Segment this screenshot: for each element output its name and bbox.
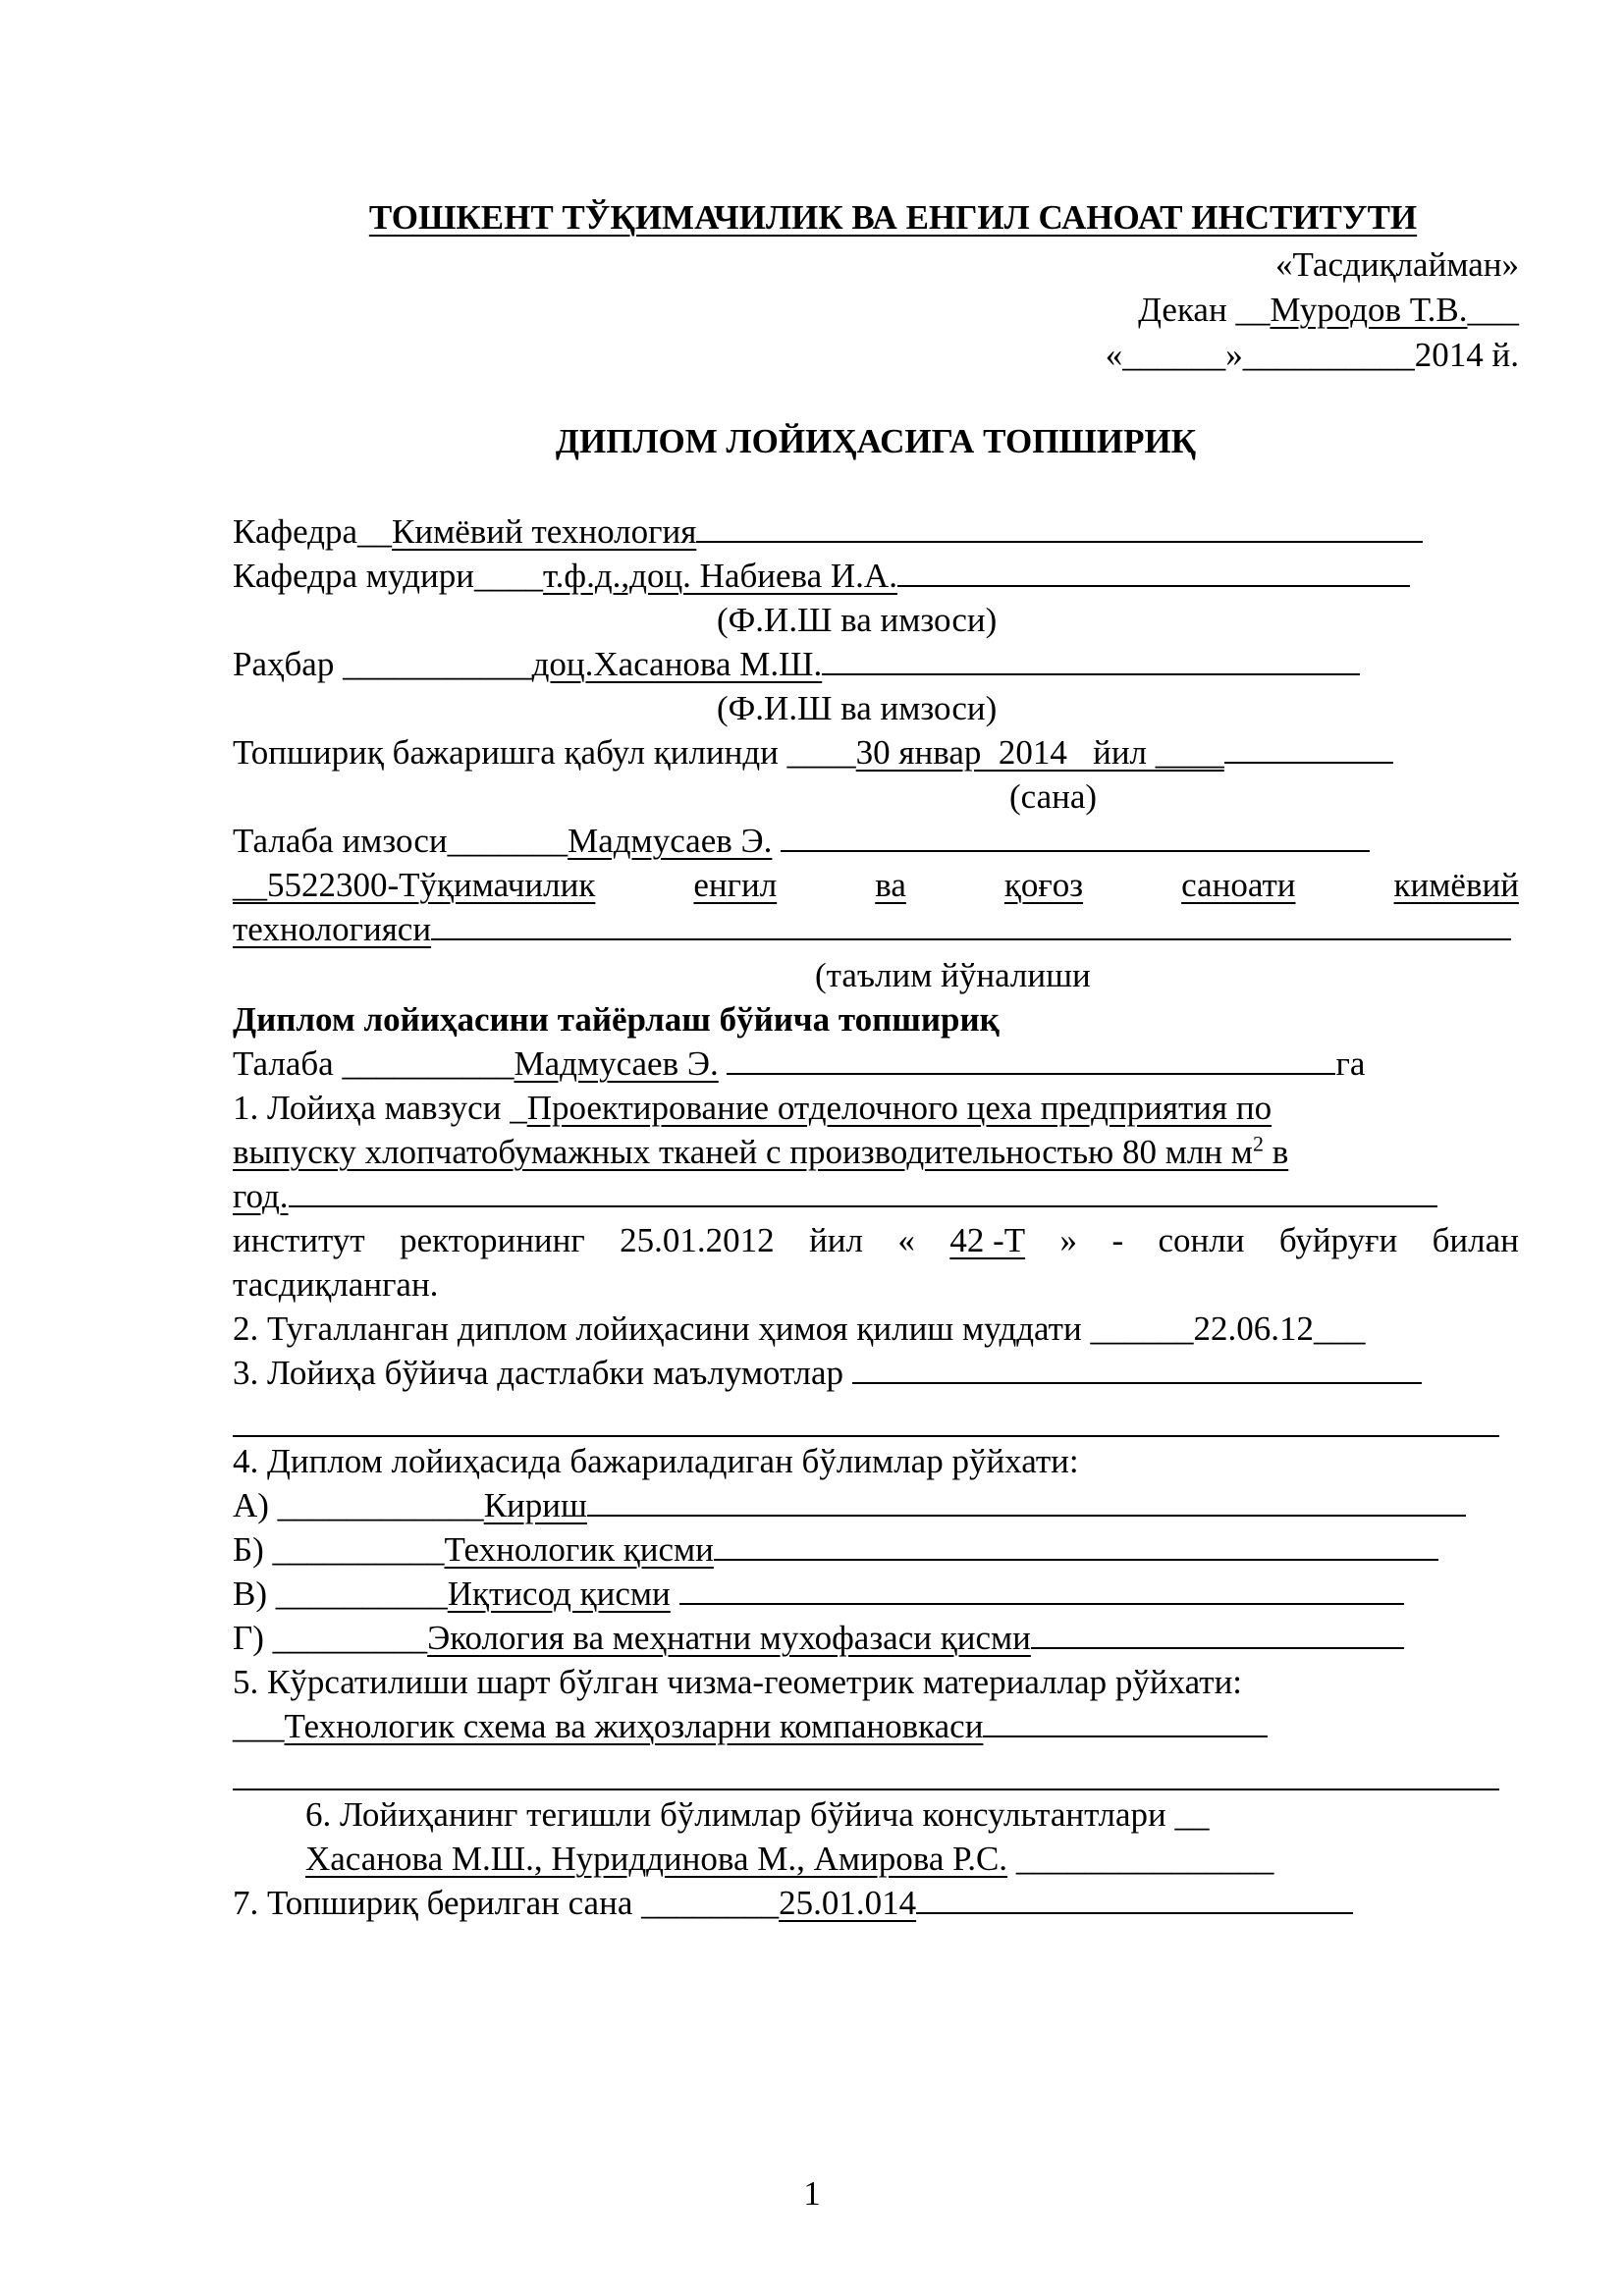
topic-text-2b: в bbox=[1263, 1133, 1289, 1171]
order-word: « bbox=[897, 1221, 915, 1259]
section-name: Технологик қисми bbox=[444, 1530, 714, 1569]
direction-word: ва bbox=[875, 866, 906, 904]
section-name: Кириш bbox=[483, 1486, 587, 1524]
topic-value-3: год. bbox=[233, 1177, 289, 1215]
head-value: т.ф.д.,доц. Набиева И.А. bbox=[542, 557, 897, 595]
order-word: сонли bbox=[1158, 1221, 1245, 1259]
drawings-value: Технологик схема ва жиҳозларни компановкаси bbox=[284, 1707, 984, 1745]
defense-label: 2. Тугалланган диплом лойиҳасини ҳимоя қилиш муддати ______ bbox=[233, 1309, 1194, 1348]
order-word: билан bbox=[1432, 1221, 1519, 1259]
direction-word: қоғоз bbox=[1003, 866, 1084, 904]
head-line bbox=[233, 555, 1519, 598]
section-name: Экология ва меҳнатни мухофазаси қисми bbox=[427, 1619, 1031, 1657]
section-letter: А) ____________ bbox=[233, 1486, 484, 1524]
topic-label: 1. Лойиҳа мавзуси _ bbox=[233, 1089, 527, 1127]
section-b bbox=[233, 1528, 1519, 1572]
blank-line bbox=[916, 1910, 1353, 1914]
order-line-1 bbox=[233, 1219, 1519, 1262]
consultants-value: Хасанова М.Ш., Нуриддинова М., Амирова Р.С. bbox=[305, 1840, 1008, 1878]
defense-line bbox=[233, 1308, 1519, 1351]
order-word: 25.01.2012 bbox=[620, 1221, 775, 1259]
topic-text-2: выпуску хлопчатобумажных тканей с производительностью 80 млн м bbox=[233, 1133, 1253, 1171]
fio-note-1: (Ф.И.Ш ва имзоси) bbox=[717, 601, 998, 639]
direction-value-2: технологияси bbox=[233, 910, 432, 948]
topic-value-1: Проектирование отделочного цеха предприятия по bbox=[526, 1089, 1272, 1127]
sections-label: 4. Диплом лойиҳасида бажариладиган бўлимлар рўйхати: bbox=[233, 1442, 1079, 1480]
supervisor-label: Раҳбар ___________ bbox=[233, 645, 532, 683]
direction-word: __5522300-Тўқимачилик bbox=[233, 866, 596, 904]
blank-line bbox=[727, 1071, 1335, 1075]
blank-line bbox=[587, 1513, 1466, 1517]
student-sign-label: Талаба имзоси_______ bbox=[233, 822, 568, 860]
direction-note: (таълим йўналиши bbox=[815, 956, 1091, 994]
task-heading: Диплом лойиҳасини тайёрлаш бўйича топшириқ bbox=[233, 1000, 1000, 1039]
drawings-line bbox=[233, 1705, 1519, 1748]
date-note: (сана) bbox=[1009, 777, 1098, 816]
topic-line-1 bbox=[233, 1087, 1519, 1130]
blank-line bbox=[431, 936, 1511, 940]
topic-line-2 bbox=[233, 1131, 1519, 1174]
blank-line bbox=[679, 1601, 1404, 1605]
consultants-line bbox=[305, 1838, 1519, 1881]
section-name: Иқтисод қисми bbox=[447, 1575, 671, 1613]
student-sign-value: Мадмусаев Э. bbox=[568, 822, 773, 860]
issued-value: 25.01.014 bbox=[779, 1884, 917, 1922]
approve-date-line: «______»__________2014 й. bbox=[1105, 336, 1519, 374]
order-word: - bbox=[1111, 1221, 1124, 1259]
defense-value: 22.06.12 bbox=[1193, 1309, 1314, 1348]
fio-note-2: (Ф.И.Ш ва имзоси) bbox=[717, 689, 998, 727]
issued-label: 7. Топшириқ берилган сана ________ bbox=[233, 1884, 780, 1922]
approve-label: «Тасдиқлайман» bbox=[1274, 245, 1519, 284]
dean-name: Муродов Т.В. bbox=[1270, 291, 1468, 329]
dean-suffix: ___ bbox=[1467, 291, 1519, 329]
accepted-label: Топшириқ бажаришга қабул қилинди ____ bbox=[233, 733, 856, 772]
direction-word: саноати bbox=[1181, 866, 1296, 904]
supervisor-value: доц.Хасанова М.Ш. bbox=[531, 645, 823, 683]
order-word: буйруғи bbox=[1278, 1221, 1398, 1259]
consultants-label: 6. Лойиҳанинг тегишли бўлимлар бўйича консультантлари __ bbox=[305, 1795, 1210, 1834]
section-letter: Б) __________ bbox=[233, 1530, 445, 1569]
blank-line bbox=[983, 1734, 1268, 1737]
supervisor-line bbox=[233, 643, 1519, 686]
accepted-value: 30 январ 2014 йил ____ bbox=[855, 733, 1224, 772]
blank-line bbox=[822, 671, 1360, 675]
section-a bbox=[233, 1484, 1519, 1527]
order-word: йил bbox=[809, 1221, 864, 1259]
blank-line bbox=[1224, 760, 1393, 764]
order-number: 42 -Т bbox=[949, 1221, 1026, 1259]
head-label: Кафедра мудири____ bbox=[233, 557, 543, 595]
section-letter: Г) _________ bbox=[233, 1619, 428, 1657]
kafedra-line bbox=[233, 510, 1519, 554]
order-word: институт bbox=[233, 1221, 365, 1259]
page-number: 1 bbox=[803, 2174, 821, 2213]
drawings-label: 5. Кўрсатилиши шарт бўлган чизма-геометрик материаллар рўйхати: bbox=[233, 1663, 1243, 1701]
blank-line bbox=[696, 539, 1423, 543]
section-v bbox=[233, 1573, 1519, 1616]
section-letter: В) __________ bbox=[233, 1575, 448, 1613]
student-sign-line bbox=[233, 820, 1519, 863]
student-suffix: га bbox=[1335, 1044, 1366, 1083]
dean-line bbox=[233, 289, 1519, 332]
blank-line bbox=[897, 583, 1410, 587]
consultants-suffix: _______________ bbox=[1007, 1840, 1274, 1878]
document-title: ДИПЛОМ ЛОЙИҲАСИГА ТОПШИРИҚ bbox=[555, 422, 1197, 460]
topic-line-3 bbox=[233, 1175, 1519, 1218]
blank-line bbox=[714, 1557, 1438, 1561]
order-word: » bbox=[1059, 1221, 1078, 1259]
institute-name: ТОШКЕНТ ТЎҚИМАЧИЛИК ВА ЕНГИЛ САНОАТ ИНСТИТУТИ bbox=[368, 198, 1418, 237]
direction-line-2 bbox=[233, 908, 1519, 951]
accepted-line bbox=[233, 731, 1519, 774]
order-word: ректорининг bbox=[400, 1221, 585, 1259]
drawings-prefix: ___ bbox=[233, 1707, 285, 1745]
blank-line bbox=[852, 1380, 1422, 1384]
order-line-2: тасдиқланган. bbox=[233, 1265, 439, 1304]
issued-line bbox=[233, 1882, 1519, 1925]
topic-value-2 bbox=[233, 1133, 1288, 1171]
initial-data-line bbox=[233, 1352, 1519, 1395]
initial-data-label: 3. Лойиҳа бўйича дастлабки маълумотлар bbox=[233, 1354, 844, 1392]
direction-word: кимёвий bbox=[1393, 866, 1519, 904]
kafedra-label: Кафедра__ bbox=[233, 512, 393, 551]
direction-word: енгил bbox=[693, 866, 778, 904]
dean-prefix: Декан __ bbox=[1138, 291, 1271, 329]
superscript: 2 bbox=[1252, 1131, 1264, 1156]
kafedra-value: Кимёвий технология bbox=[392, 512, 697, 551]
defense-suffix: ___ bbox=[1313, 1309, 1366, 1348]
student-value: Мадмусаев Э. bbox=[514, 1044, 719, 1083]
section-g bbox=[233, 1617, 1519, 1660]
blank-line bbox=[781, 848, 1370, 852]
blank-line bbox=[289, 1203, 1437, 1207]
blank-line bbox=[233, 1396, 1499, 1437]
student-label: Талаба __________ bbox=[233, 1044, 514, 1083]
blank-line bbox=[233, 1749, 1499, 1790]
direction-line-1 bbox=[233, 864, 1519, 907]
student-line bbox=[233, 1042, 1519, 1086]
blank-line bbox=[1031, 1645, 1404, 1649]
